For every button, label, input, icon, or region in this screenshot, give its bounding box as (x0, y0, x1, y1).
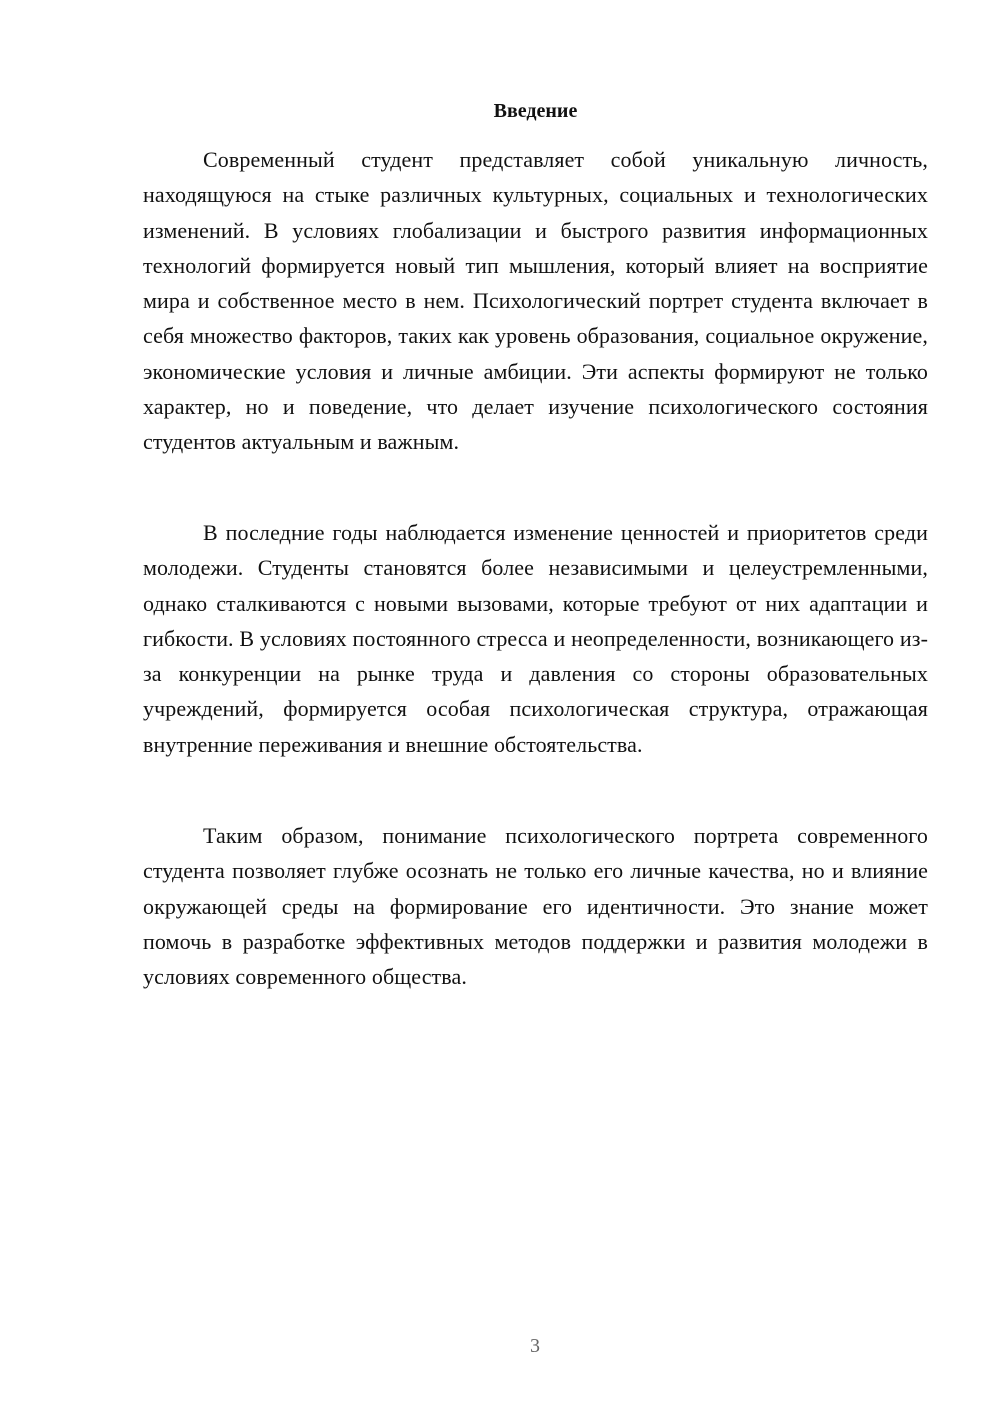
page-number: 3 (530, 1335, 540, 1357)
paragraph-3: Таким образом, понимание психологического портрета современного студента позволяет глубже осознать не только его личные качества, но и влияние окружающей среды на формирование его идентичности. Это знание может помочь в разработке эффективных методов поддержки и развития молодежи в условиях современного общества. (143, 823, 928, 990)
section-heading: Введение (493, 100, 578, 122)
paragraph-1: Современный студент представляет собой уникальную личность, находящуюся на стыке различных культурных, социальных и технологических изменений. В условиях глобализации и быстрого развития информационных технологий формируется новый тип мышления, который влияет на восприятие мира и собственное место в нем. Психологический портрет студента включает в себя множество факторов, таких как уровень образования, социальное окружение, экономические условия и личные амбиции. Эти аспекты формируют не только характер, но и поведение, что делает изучение психологического состояния студентов актуальным и важным. (143, 147, 928, 455)
paragraph-2: В последние годы наблюдается изменение ценностей и приоритетов среди молодежи. Студенты становятся более независимыми и целеустремленными, однако сталкиваются с новыми вызовами, которые требуют от них адаптации и гибкости. В условиях постоянного стресса и неопределенности, возникающего из-за конкуренции на рынке труда и давления со стороны образовательных учреждений, формируется особая психологическая структура, отражающая внутренние переживания и внешние обстоятельства. (143, 520, 928, 757)
